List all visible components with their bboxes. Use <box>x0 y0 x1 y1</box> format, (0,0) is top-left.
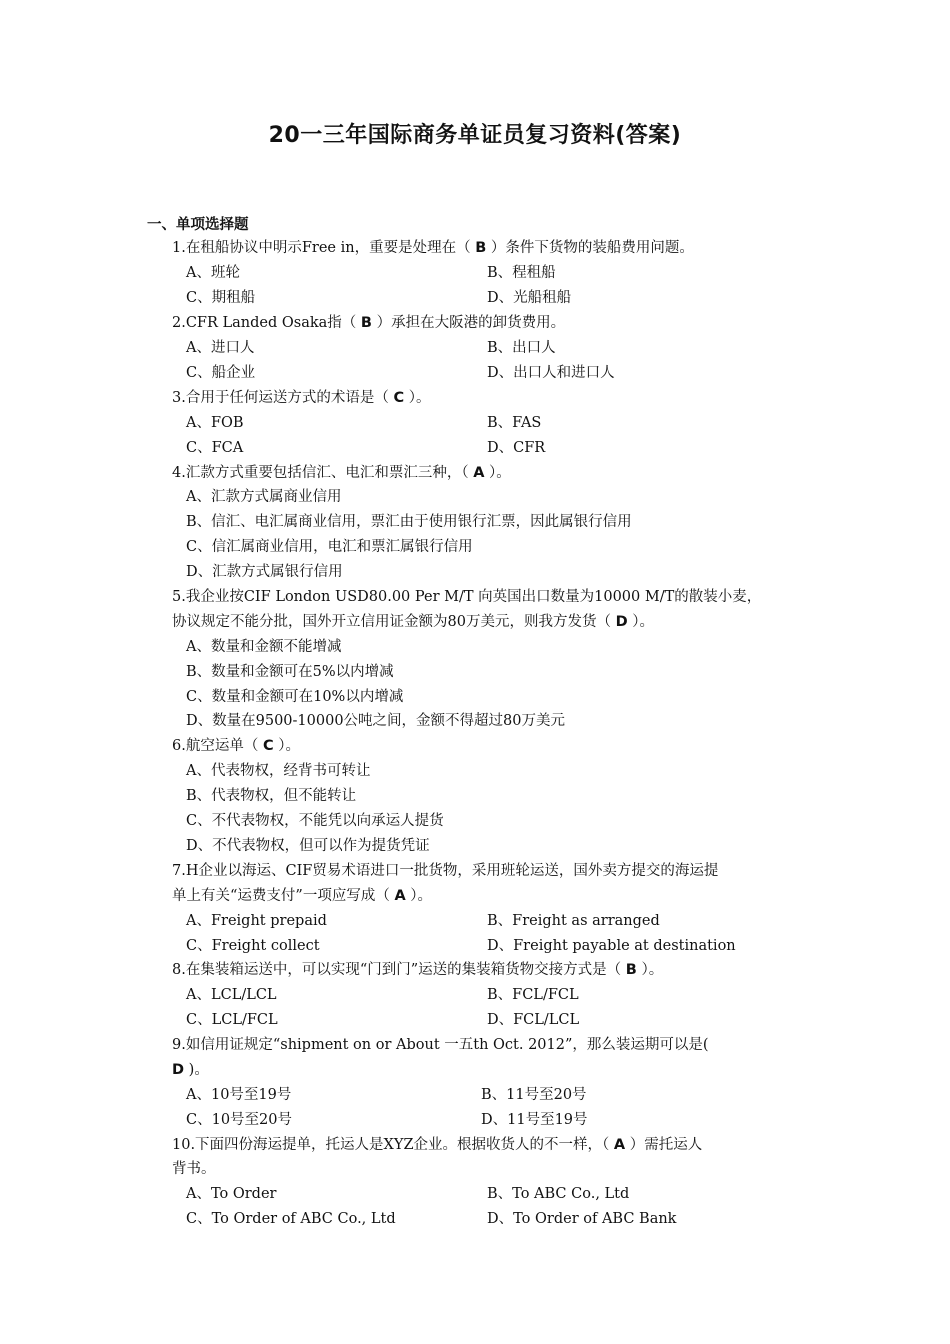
option-4c: C、信汇属商业信用，电汇和票汇属银行信用 <box>186 539 473 555</box>
question-9-line-2: D )。 <box>172 1062 209 1078</box>
question-2: 2.CFR Landed Osaka指（ B ）承担在大阪港的卸货费用。 <box>172 315 566 331</box>
answer-5: D <box>615 614 628 630</box>
option-9c: C、10号至20号 <box>186 1112 292 1128</box>
question-8: 8.在集装箱运送中，可以实现“门到门”运送的集装箱货物交接方式是（ B ）。 <box>172 962 664 978</box>
option-7b: B、Freight as arranged <box>487 913 660 929</box>
answer-7: A <box>394 888 406 904</box>
question-6: 6.航空运单（ C ）。 <box>172 738 300 754</box>
option-3c: C、FCA <box>186 440 244 456</box>
option-8b: B、FCL/FCL <box>487 987 579 1003</box>
option-9b: B、11号至20号 <box>481 1087 587 1103</box>
option-5c: C、数量和金额可在10%以内增减 <box>186 689 404 705</box>
option-10d: D、To Order of ABC Bank <box>487 1211 677 1227</box>
option-1c: C、期租船 <box>186 290 256 306</box>
option-1d: D、光船租船 <box>487 290 572 306</box>
option-5d: D、数量在9500-10000公吨之间，金额不得超过80万美元 <box>186 713 566 729</box>
answer-1: B <box>475 240 487 256</box>
option-2c: C、船企业 <box>186 365 256 381</box>
question-7-line-1: 7.H企业以海运、CIF贸易术语进口一批货物，采用班轮运送，国外卖方提交的海运提 <box>172 863 719 879</box>
option-7d: D、Freight payable at destination <box>487 938 736 954</box>
option-3a: A、FOB <box>186 415 244 431</box>
option-7a: A、Freight prepaid <box>186 913 327 929</box>
option-8d: D、FCL/LCL <box>487 1012 580 1028</box>
option-9d: D、11号至19号 <box>481 1112 588 1128</box>
question-9-line-1: 9.如信用证规定“shipment on or About 一五th Oct. 2012”，那么装运期可以是( <box>172 1037 709 1053</box>
option-1a: A、班轮 <box>186 265 240 281</box>
option-6a: A、代表物权，经背书可转让 <box>186 763 371 779</box>
option-4b: B、信汇、电汇属商业信用，票汇由于使用银行汇票，因此属银行信用 <box>186 514 632 530</box>
option-3d: D、CFR <box>487 440 546 456</box>
option-2d: D、出口人和进口人 <box>487 365 615 381</box>
question-4: 4.汇款方式重要包括信汇、电汇和票汇三种，（ A ）。 <box>172 465 511 481</box>
answer-2: B <box>360 315 372 331</box>
option-7c: C、Freight collect <box>186 938 320 954</box>
option-2b: B、出口人 <box>487 340 556 356</box>
option-9a: A、10号至19号 <box>186 1087 292 1103</box>
answer-10: A <box>613 1137 626 1153</box>
option-6d: D、不代表物权，但可以作为提货凭证 <box>186 838 430 854</box>
question-3: 3.合用于任何运送方式的术语是（ C ）。 <box>172 390 431 406</box>
option-10c: C、To Order of ABC Co., Ltd <box>186 1211 396 1227</box>
question-1: 1.在租船协议中明示Free in，重要是处理在（ B ）条件下货物的装船费用问题。 <box>172 240 694 256</box>
option-6b: B、代表物权，但不能转让 <box>186 788 357 804</box>
question-7-line-2: 单上有关“运费支付”一项应写成（ A ）。 <box>172 888 433 904</box>
answer-8: B <box>625 962 637 978</box>
option-1b: B、程租船 <box>487 265 556 281</box>
section-heading: 一、单项选择题 <box>147 217 249 233</box>
question-10-line-1: 10.下面四份海运提单，托运人是XYZ企业。根据收货人的不一样，（ A ）需托运人 <box>172 1137 703 1153</box>
option-4a: A、汇款方式属商业信用 <box>186 489 342 505</box>
option-10a: A、To Order <box>186 1186 277 1202</box>
question-10-line-2: 背书。 <box>172 1161 216 1177</box>
option-2a: A、进口人 <box>186 340 255 356</box>
answer-3: C <box>393 390 405 406</box>
option-3b: B、FAS <box>487 415 542 431</box>
question-5-line-1: 5.我企业按CIF London USD80.00 Per M/T 向英国出口数量为10000 M/T的散装小麦， <box>172 589 762 605</box>
option-8c: C、LCL/FCL <box>186 1012 278 1028</box>
option-8a: A、LCL/LCL <box>186 987 277 1003</box>
option-4d: D、汇款方式属银行信用 <box>186 564 343 580</box>
question-5-line-2: 协议规定不能分批，国外开立信用证金额为80万美元，则我方发货（ D ）。 <box>172 614 654 630</box>
answer-6: C <box>262 738 274 754</box>
option-6c: C、不代表物权，不能凭以向承运人提货 <box>186 813 444 829</box>
option-10b: B、To ABC Co., Ltd <box>487 1186 630 1202</box>
answer-9: D <box>172 1062 185 1078</box>
option-5b: B、数量和金额可在5%以内增减 <box>186 664 394 680</box>
document-title: 20一三年国际商务单证员复习资料(答案) <box>268 123 682 148</box>
option-5a: A、数量和金额不能增减 <box>186 639 342 655</box>
answer-4: A <box>473 465 485 481</box>
